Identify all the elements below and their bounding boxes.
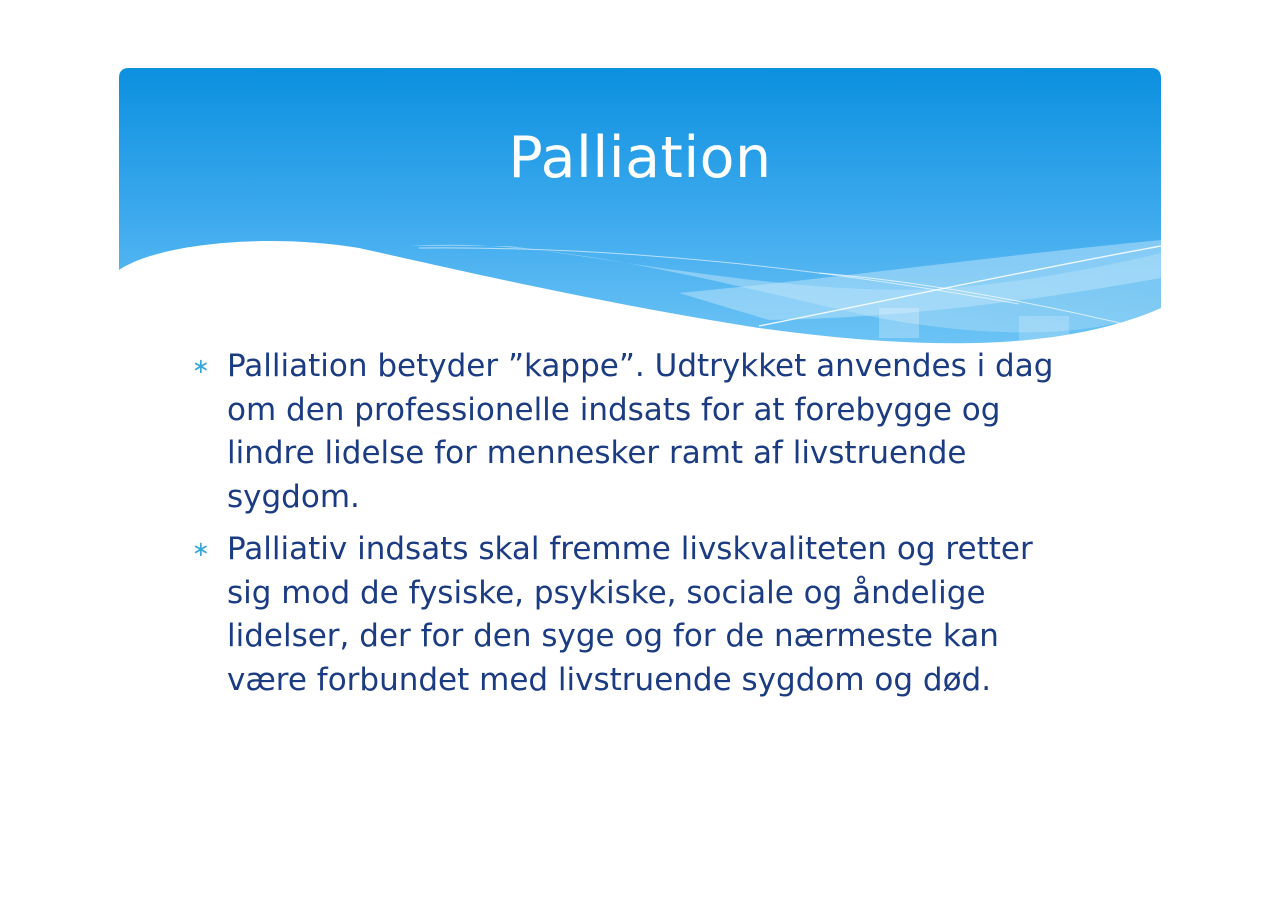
bullet-list — [190, 345, 1070, 711]
slide-title: Palliation — [508, 125, 772, 191]
bullet-text: Palliativ indsats skal fremme livskvaliteten og retter sig mod de fysiske, psykiske, sociale og åndelige lidelser, der for den syge og for de nærmeste kan være forbundet med livstruende sygdom og død. — [227, 531, 1033, 698]
header-wave-graphic — [119, 68, 1161, 348]
header-banner — [119, 68, 1161, 348]
asterisk-bullet-icon: ∗ — [192, 537, 210, 561]
bullet-text: Palliation betyder ”kappe”. Udtrykket anvendes i dag om den professionelle indsats for at forebygge og lindre lidelse for mennesker ramt af livstruende sygdom. — [227, 348, 1054, 515]
bullet-item — [190, 345, 1070, 519]
asterisk-bullet-icon: ∗ — [192, 354, 210, 378]
bullet-item — [190, 528, 1070, 702]
